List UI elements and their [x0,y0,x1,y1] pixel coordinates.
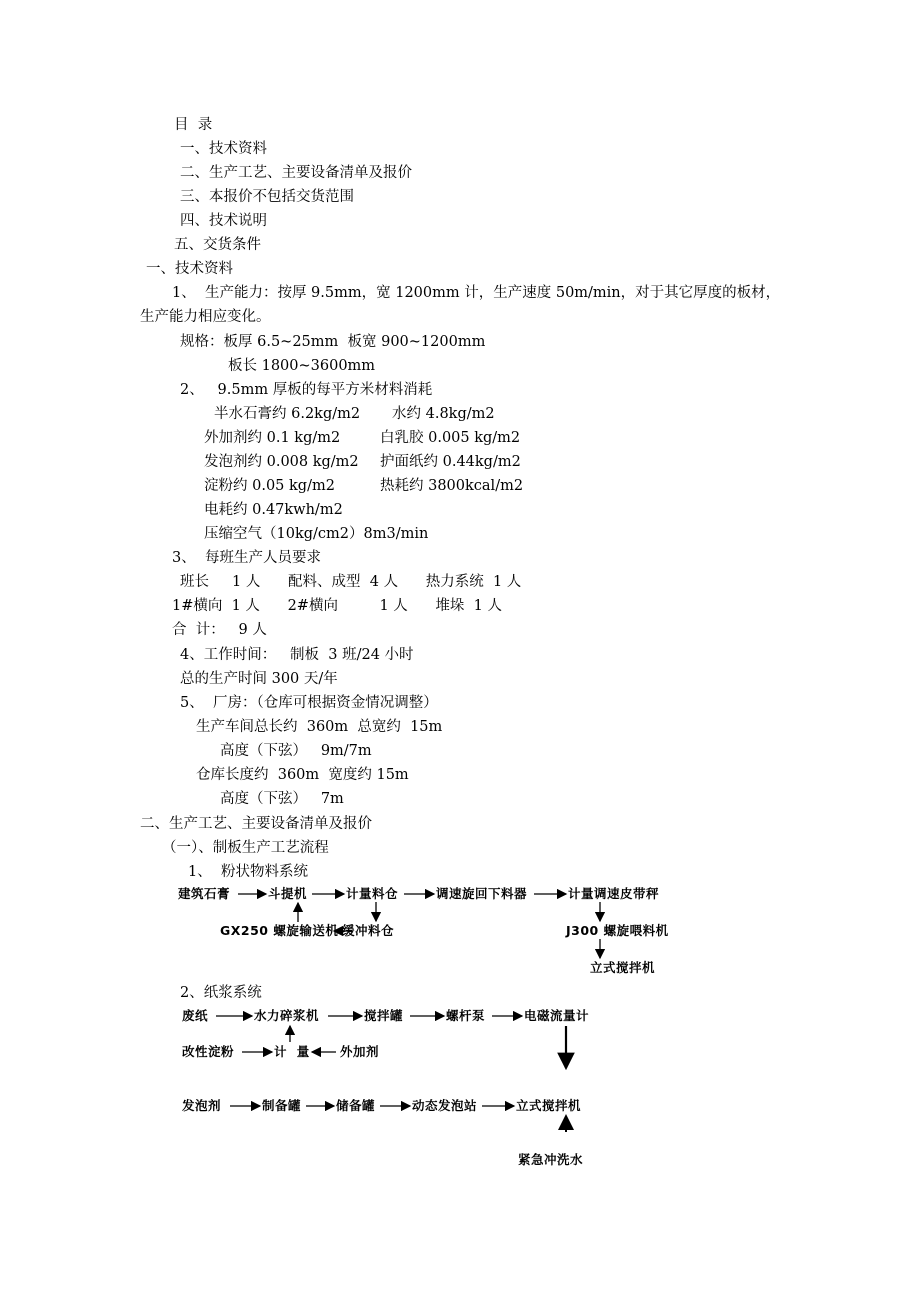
node-foaming-agent: 发泡剂 [182,1098,222,1113]
powder-system-heading: 1、 粉状物料系统 [188,864,308,880]
node-screw-feeder: J300 螺旋喂料机 [566,923,669,938]
node-hydraulic-pulper: 水力碎浆机 [254,1008,320,1023]
building-heading: 5、 厂房：（仓库可根据资金情况调整） [180,695,438,711]
consumption-starch: 淀粉约 0.05 kg/m2 [204,478,335,494]
warehouse-line2: 高度（下弦） 7m [220,791,344,807]
node-additive: 外加剂 [340,1044,380,1059]
node-belt-scale: 计量调速皮带秤 [568,886,660,901]
staff-line2: 1#横向 1 人 2#横向 1 人 堆垛 1 人 [172,598,502,614]
node-screw-pump: 螺杆泵 [446,1008,486,1023]
node-waste-paper: 废纸 [182,1008,209,1023]
consumption-foaming: 发泡剂约 0.008 kg/m2 [204,454,359,470]
node-prep-tank: 制备罐 [262,1098,302,1113]
warehouse-line1: 仓库长度约 360m 宽度约 15m [196,767,409,783]
node-rotary-feeder: 调速旋回下料器 [436,886,528,901]
toc-item-5: 五、交货条件 [174,237,261,253]
node-foam-station: 动态发泡站 [412,1098,478,1113]
workshop-line2: 高度（下弦） 9m/7m [220,743,372,759]
toc-title: 目 录 [174,117,213,133]
node-vertical-mixer-1: 立式搅拌机 [590,960,656,975]
consumption-glue: 白乳胶 0.005 kg/m2 [380,430,521,446]
spec-line2: 板长 1800~3600mm [228,358,376,374]
node-vertical-mixer-2: 立式搅拌机 [516,1098,582,1113]
consumption-power: 电耗约 0.47kwh/m2 [204,502,343,518]
spec-line1: 规格：板厚 6.5~25mm 板宽 900~1200mm [180,334,486,350]
capacity-line2: 生产能力相应变化。 [140,309,271,325]
consumption-water: 水约 4.8kg/m2 [392,406,495,422]
process-flow-heading: （一）、制板生产工艺流程 [162,840,329,856]
capacity-line1: 1、 生产能力：按厚 9.5mm，宽 1200mm 计，生产速度 50m/min，对于其它厚度的板材， [172,285,781,301]
node-screw-conveyor: GX250 螺旋输送机 [220,923,339,938]
work-time-line2: 总的生产时间 300 天/年 [180,671,338,687]
node-stir-tank: 搅拌罐 [364,1008,404,1023]
node-metering: 计 量 [274,1044,310,1059]
work-time-line1: 4、工作时间： 制板 3 班/24 小时 [180,647,414,663]
node-flowmeter: 电磁流量计 [524,1008,590,1023]
node-modified-starch: 改性淀粉 [182,1044,235,1059]
section1-heading: 一、技术资料 [146,261,233,277]
node-bucket-elevator: 斗提机 [268,886,308,901]
node-gypsum: 建筑石膏 [178,886,231,901]
staff-line1: 班长 1 人 配料、成型 4 人 热力系统 1 人 [180,574,522,590]
consumption-air: 压缩空气（10kg/cm2）8m3/min [204,526,429,542]
toc-item-1: 一、技术资料 [180,141,267,157]
node-emergency-flush-water: 紧急冲洗水 [518,1152,584,1167]
consumption-paper: 护面纸约 0.44kg/m2 [380,454,521,470]
node-buffer-bin: 缓冲料仓 [342,923,395,938]
toc-item-3: 三、本报价不包括交货范围 [180,189,354,205]
node-metering-bin: 计量料仓 [346,886,399,901]
consumption-additive: 外加剂约 0.1 kg/m2 [204,430,341,446]
staff-heading: 3、 每班生产人员要求 [172,550,321,566]
pulp-system-heading: 2、纸浆系统 [180,985,262,1001]
node-storage-tank: 储备罐 [336,1098,376,1113]
toc-item-2: 二、生产工艺、主要设备清单及报价 [180,165,412,181]
consumption-heading: 2、 9.5mm 厚板的每平方米材料消耗 [180,382,433,398]
toc-item-4: 四、技术说明 [180,213,267,229]
consumption-heat: 热耗约 3800kcal/m2 [380,478,524,494]
workshop-line1: 生产车间总长约 360m 总宽约 15m [196,719,443,735]
section2-heading: 二、生产工艺、主要设备清单及报价 [140,816,372,832]
staff-total: 合 计： 9 人 [172,622,267,638]
consumption-gypsum: 半水石膏约 6.2kg/m2 [214,406,361,422]
